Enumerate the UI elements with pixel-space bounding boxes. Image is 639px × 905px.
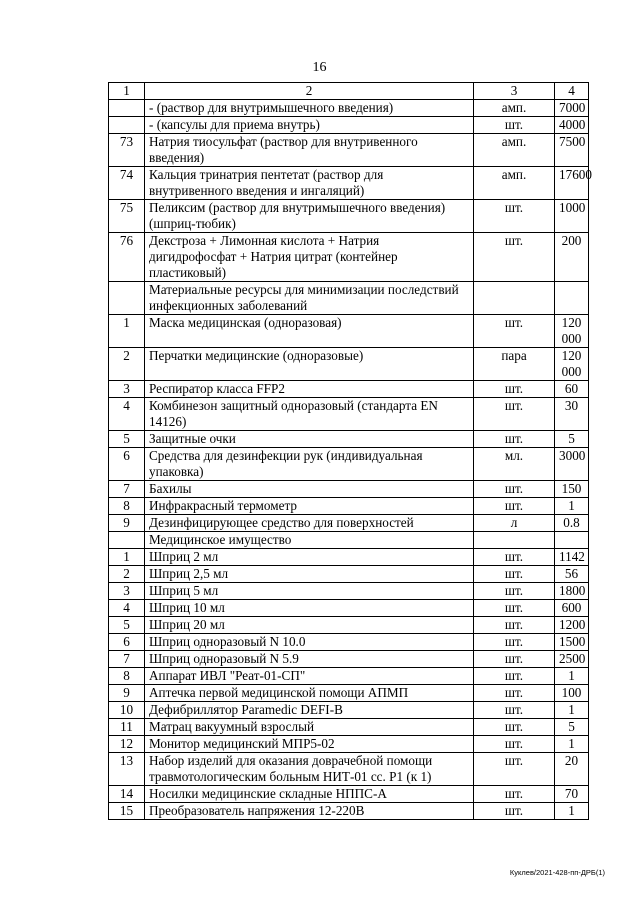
cell-unit: шт. <box>474 786 555 803</box>
cell-unit: пара <box>474 348 555 381</box>
cell-row-number: 8 <box>109 668 145 685</box>
cell-row-number: 74 <box>109 167 145 200</box>
cell-row-number: 3 <box>109 381 145 398</box>
header-cell-2: 2 <box>145 83 474 100</box>
cell-quantity: 7500 <box>555 134 589 167</box>
cell-quantity: 20 <box>555 753 589 786</box>
cell-quantity: 1800 <box>555 583 589 600</box>
resources-table <box>108 82 592 820</box>
cell-row-number: 3 <box>109 583 145 600</box>
cell-row-number: 9 <box>109 685 145 702</box>
cell-item-name: Дезинфицирующее средство для поверхностей <box>145 515 474 532</box>
table-row <box>109 651 589 668</box>
table-row <box>109 617 589 634</box>
cell-item-name: Натрия тиосульфат (раствор для внутривенного введения) <box>145 134 474 167</box>
table-row <box>109 702 589 719</box>
table-row <box>109 117 589 134</box>
document-code: Куклев/2021-428-пп-ДРБ(1) <box>509 868 605 877</box>
table-header-row <box>109 83 589 100</box>
table-row <box>109 398 589 431</box>
cell-row-number: 14 <box>109 786 145 803</box>
table-row <box>109 200 589 233</box>
cell-item-name: Шприц 20 мл <box>145 617 474 634</box>
cell-unit <box>474 532 555 549</box>
cell-unit: шт. <box>474 600 555 617</box>
table-row <box>109 167 589 200</box>
cell-quantity: 1000 <box>555 200 589 233</box>
table-row <box>109 100 589 117</box>
cell-unit: шт. <box>474 381 555 398</box>
cell-row-number: 10 <box>109 702 145 719</box>
cell-unit: шт. <box>474 117 555 134</box>
cell-row-number: 75 <box>109 200 145 233</box>
table-row <box>109 719 589 736</box>
cell-row-number: 73 <box>109 134 145 167</box>
cell-unit: шт. <box>474 719 555 736</box>
cell-quantity <box>555 282 589 315</box>
cell-quantity: 1142 <box>555 549 589 566</box>
cell-unit: шт. <box>474 583 555 600</box>
cell-unit: шт. <box>474 398 555 431</box>
table-row <box>109 348 589 381</box>
cell-unit: шт. <box>474 651 555 668</box>
cell-unit: шт. <box>474 803 555 820</box>
cell-quantity: 1500 <box>555 634 589 651</box>
table-row <box>109 566 589 583</box>
table-row <box>109 448 589 481</box>
cell-row-number <box>109 117 145 134</box>
table-row <box>109 685 589 702</box>
cell-row-number <box>109 100 145 117</box>
cell-quantity: 60 <box>555 381 589 398</box>
cell-row-number: 2 <box>109 348 145 381</box>
cell-unit: шт. <box>474 634 555 651</box>
cell-unit: шт. <box>474 315 555 348</box>
cell-item-name: Шприц 10 мл <box>145 600 474 617</box>
table-body <box>109 83 592 820</box>
cell-row-number <box>109 532 145 549</box>
cell-item-name: Медицинское имущество <box>145 532 474 549</box>
cell-unit: амп. <box>474 100 555 117</box>
cell-quantity: 4000 <box>555 117 589 134</box>
cell-quantity: 17600 <box>555 167 589 200</box>
cell-unit: шт. <box>474 233 555 282</box>
cell-unit: амп. <box>474 167 555 200</box>
cell-unit: шт. <box>474 481 555 498</box>
cell-item-name: Монитор медицинский МПР5-02 <box>145 736 474 753</box>
table-row <box>109 634 589 651</box>
cell-row-number <box>109 282 145 315</box>
cell-quantity: 1 <box>555 736 589 753</box>
cell-item-name: Аппарат ИВЛ "Реат-01-СП" <box>145 668 474 685</box>
cell-quantity: 1 <box>555 803 589 820</box>
cell-row-number: 4 <box>109 600 145 617</box>
cell-row-number: 4 <box>109 398 145 431</box>
cell-item-name: Шприц одноразовый N 5.9 <box>145 651 474 668</box>
cell-unit: шт. <box>474 736 555 753</box>
cell-unit: шт. <box>474 431 555 448</box>
cell-row-number: 15 <box>109 803 145 820</box>
table-row <box>109 736 589 753</box>
cell-item-name: Средства для дезинфекции рук (индивидуальная упаковка) <box>145 448 474 481</box>
cell-item-name: - (раствор для внутримышечного введения) <box>145 100 474 117</box>
cell-row-number: 8 <box>109 498 145 515</box>
cell-quantity: 30 <box>555 398 589 431</box>
cell-row-number: 7 <box>109 651 145 668</box>
table-row <box>109 381 589 398</box>
cell-quantity: 100 <box>555 685 589 702</box>
cell-quantity: 0.8 <box>555 515 589 532</box>
cell-row-number: 7 <box>109 481 145 498</box>
table-row <box>109 803 589 820</box>
cell-item-name: Инфракрасный термометр <box>145 498 474 515</box>
table-row <box>109 668 589 685</box>
cell-quantity: 1 <box>555 498 589 515</box>
cell-item-name: - (капсулы для приема внутрь) <box>145 117 474 134</box>
cell-unit: шт. <box>474 685 555 702</box>
cell-quantity: 3000 <box>555 448 589 481</box>
cell-row-number: 5 <box>109 617 145 634</box>
cell-quantity: 120 000 <box>555 315 589 348</box>
cell-quantity: 150 <box>555 481 589 498</box>
cell-row-number: 6 <box>109 448 145 481</box>
cell-item-name: Преобразователь напряжения 12-220В <box>145 803 474 820</box>
cell-quantity: 600 <box>555 600 589 617</box>
cell-quantity <box>555 532 589 549</box>
table-row <box>109 282 589 315</box>
table-row <box>109 498 589 515</box>
cell-quantity: 7000 <box>555 100 589 117</box>
cell-quantity: 1200 <box>555 617 589 634</box>
cell-item-name: Шприц 2,5 мл <box>145 566 474 583</box>
cell-row-number: 9 <box>109 515 145 532</box>
cell-item-name: Пеликсим (раствор для внутримышечного введения) (шприц-тюбик) <box>145 200 474 233</box>
cell-item-name: Набор изделий для оказания доврачебной помощи травмотологическим больным НИТ-01 сс. Р1 (к 1) <box>145 753 474 786</box>
cell-unit: шт. <box>474 549 555 566</box>
cell-item-name: Носилки медицинские складные НППС-А <box>145 786 474 803</box>
cell-row-number: 2 <box>109 566 145 583</box>
cell-item-name: Защитные очки <box>145 431 474 448</box>
header-cell-3: 3 <box>474 83 555 100</box>
cell-unit: л <box>474 515 555 532</box>
table-row <box>109 600 589 617</box>
table-row <box>109 532 589 549</box>
cell-item-name: Декстроза + Лимонная кислота + Натрия дигидрофосфат + Натрия цитрат (контейнер пластиковый) <box>145 233 474 282</box>
cell-item-name: Комбинезон защитный одноразовый (стандарта EN 14126) <box>145 398 474 431</box>
cell-row-number: 1 <box>109 315 145 348</box>
header-cell-1: 1 <box>109 83 145 100</box>
table-row <box>109 315 589 348</box>
cell-item-name: Перчатки медицинские (одноразовые) <box>145 348 474 381</box>
cell-quantity: 120 000 <box>555 348 589 381</box>
cell-unit: шт. <box>474 702 555 719</box>
cell-quantity: 5 <box>555 719 589 736</box>
table-row <box>109 431 589 448</box>
cell-item-name: Респиратор класса FFP2 <box>145 381 474 398</box>
cell-quantity: 70 <box>555 786 589 803</box>
cell-quantity: 5 <box>555 431 589 448</box>
cell-item-name: Аптечка первой медицинской помощи АПМП <box>145 685 474 702</box>
cell-row-number: 12 <box>109 736 145 753</box>
table-row <box>109 786 589 803</box>
table-row <box>109 481 589 498</box>
cell-item-name: Матрац вакуумный взрослый <box>145 719 474 736</box>
cell-item-name: Кальция тринатрия пентетат (раствор для внутривенного введения и ингаляций) <box>145 167 474 200</box>
cell-row-number: 5 <box>109 431 145 448</box>
cell-item-name: Материальные ресурсы для минимизации последствий инфекционных заболеваний <box>145 282 474 315</box>
table-row <box>109 515 589 532</box>
cell-unit: мл. <box>474 448 555 481</box>
cell-unit: амп. <box>474 134 555 167</box>
cell-quantity: 56 <box>555 566 589 583</box>
page-number: 16 <box>312 60 327 75</box>
cell-row-number: 11 <box>109 719 145 736</box>
cell-item-name: Шприц 2 мл <box>145 549 474 566</box>
header-cell-4: 4 <box>555 83 589 100</box>
cell-item-name: Дефибриллятор Paramedic DEFI-B <box>145 702 474 719</box>
cell-unit: шт. <box>474 617 555 634</box>
cell-item-name: Шприц одноразовый N 10.0 <box>145 634 474 651</box>
cell-unit: шт. <box>474 200 555 233</box>
cell-item-name: Бахилы <box>145 481 474 498</box>
cell-quantity: 1 <box>555 668 589 685</box>
cell-row-number: 13 <box>109 753 145 786</box>
table-row <box>109 134 589 167</box>
table-row <box>109 233 589 282</box>
cell-quantity: 200 <box>555 233 589 282</box>
cell-unit: шт. <box>474 566 555 583</box>
table-row <box>109 549 589 566</box>
cell-unit: шт. <box>474 498 555 515</box>
cell-row-number: 6 <box>109 634 145 651</box>
table-row <box>109 583 589 600</box>
cell-item-name: Шприц 5 мл <box>145 583 474 600</box>
cell-unit: шт. <box>474 753 555 786</box>
cell-row-number: 76 <box>109 233 145 282</box>
cell-row-number: 1 <box>109 549 145 566</box>
cell-unit <box>474 282 555 315</box>
cell-item-name: Маска медицинская (одноразовая) <box>145 315 474 348</box>
cell-unit: шт. <box>474 668 555 685</box>
cell-quantity: 2500 <box>555 651 589 668</box>
cell-quantity: 1 <box>555 702 589 719</box>
table-row <box>109 753 589 786</box>
